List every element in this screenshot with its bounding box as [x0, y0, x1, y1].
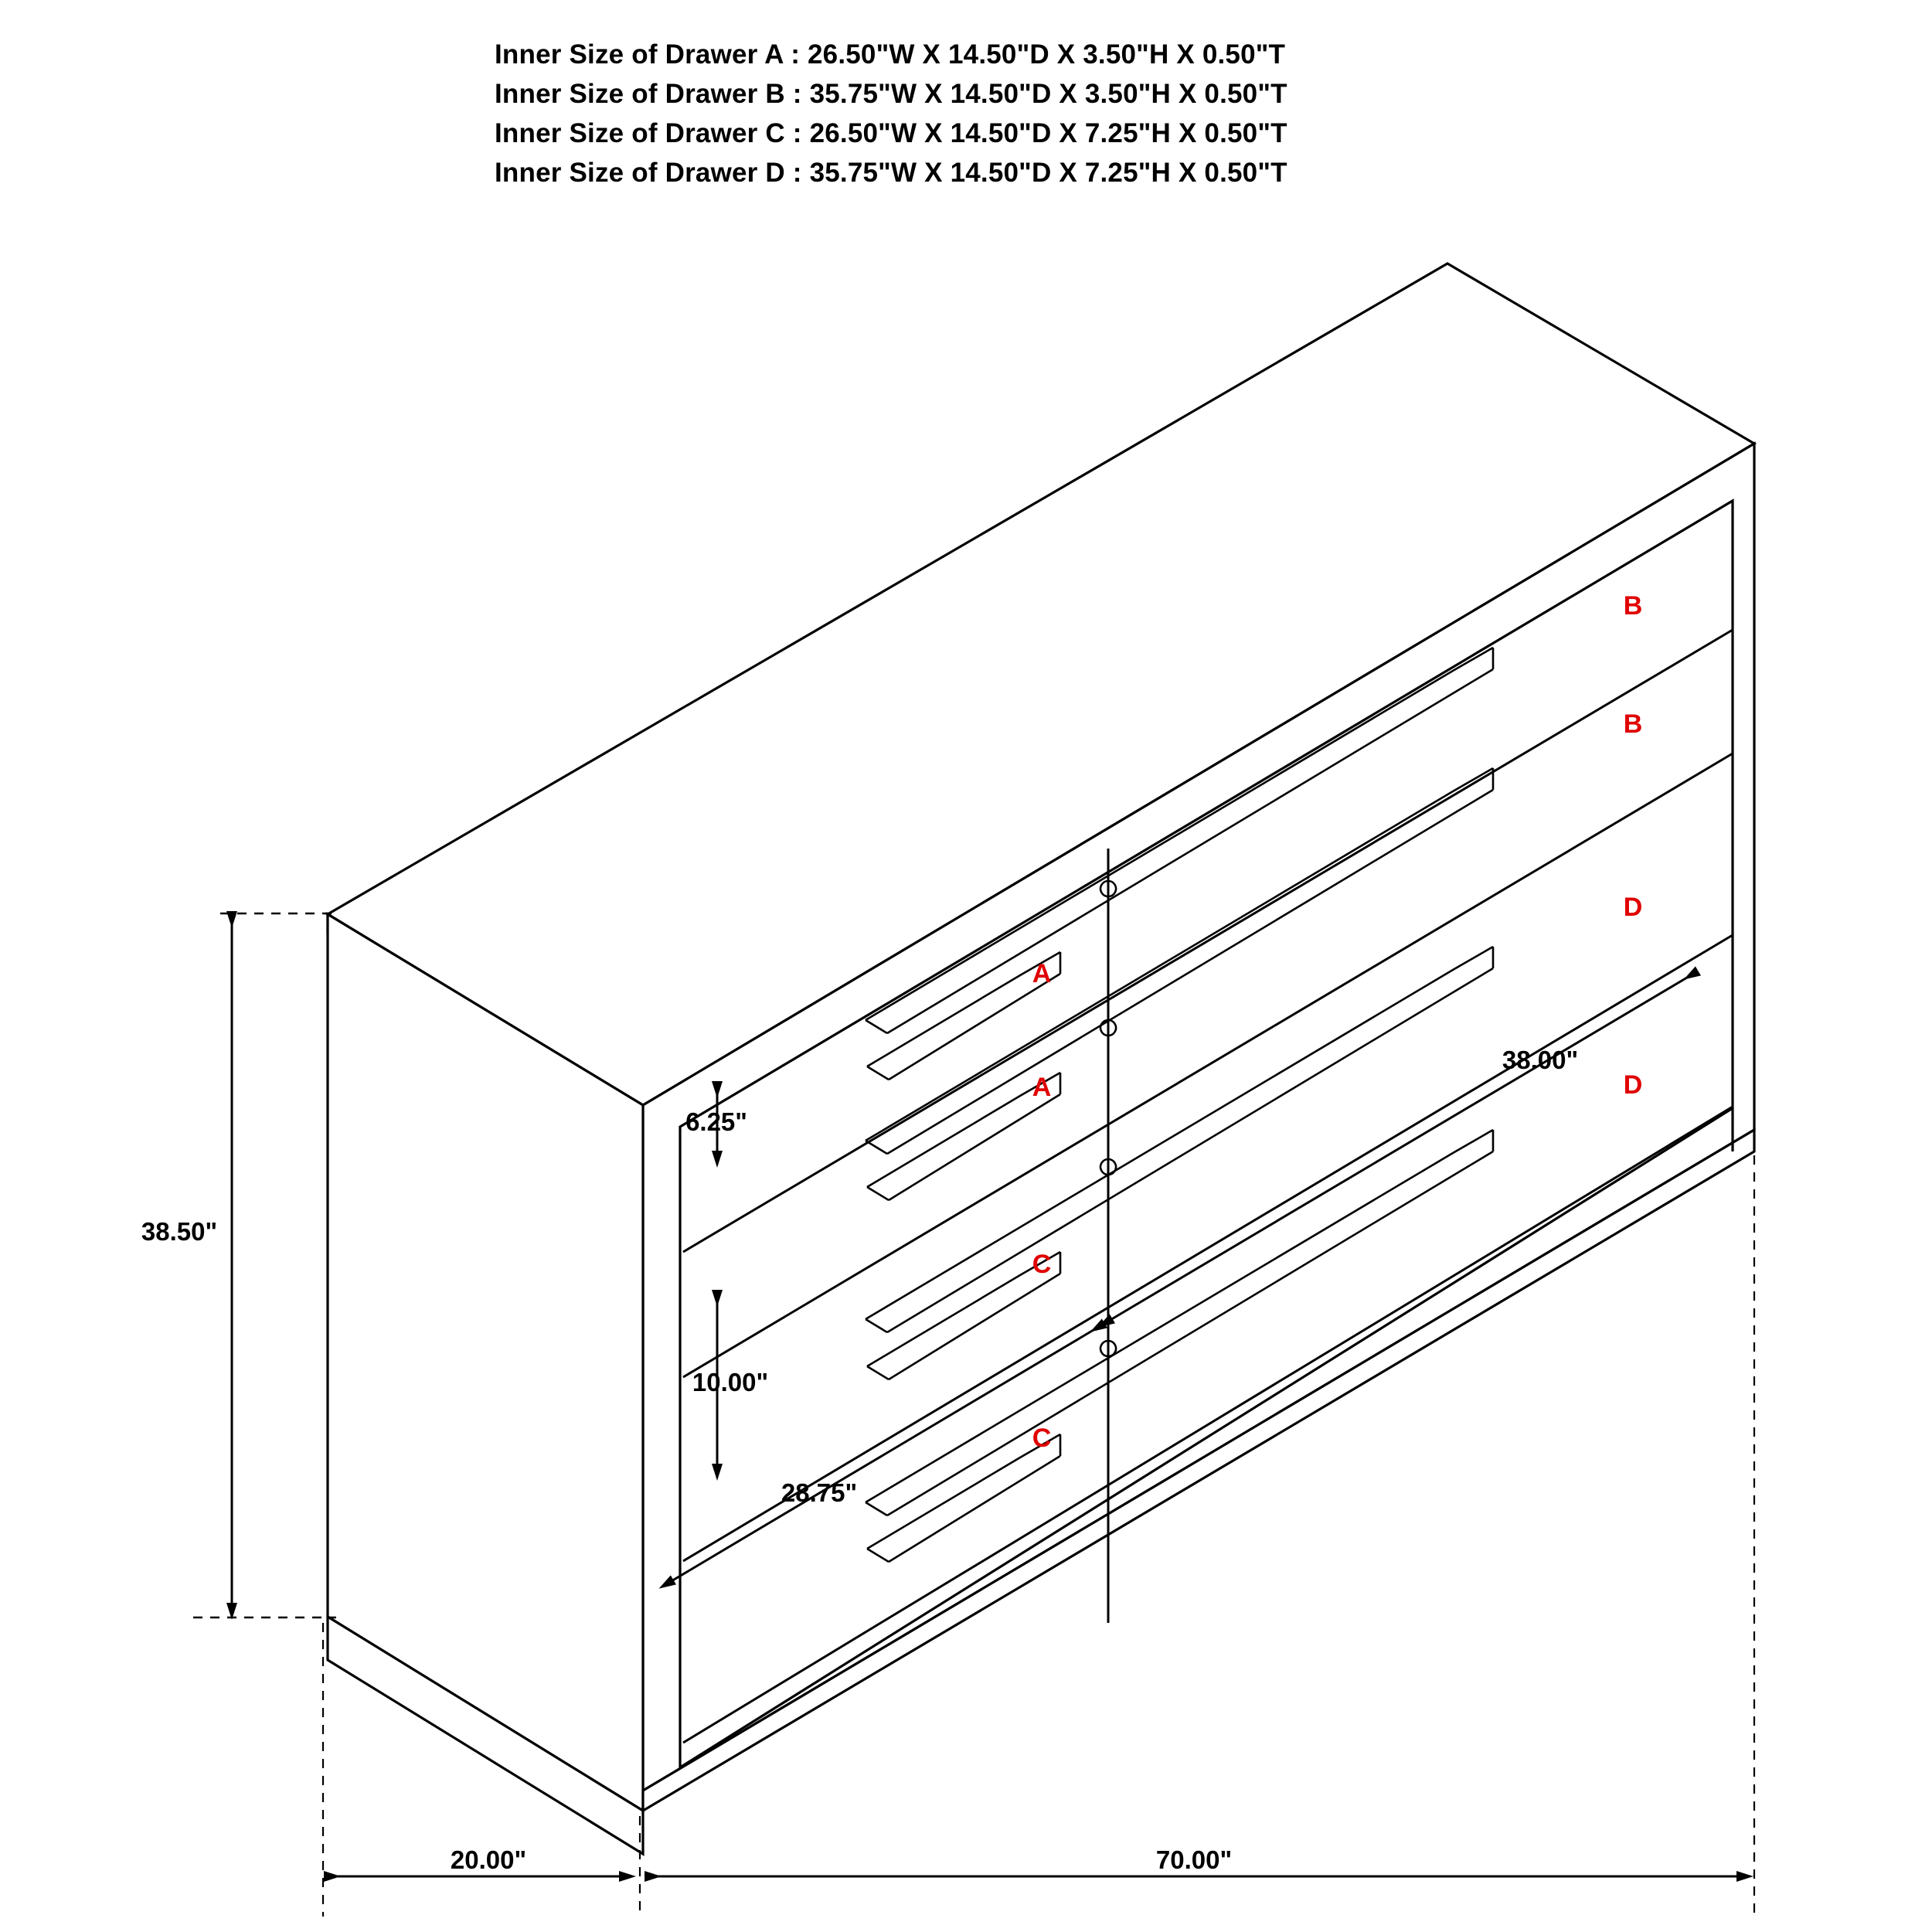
- dimension-height-38-50: [141, 913, 336, 1617]
- drawer-label-d1: D: [1623, 893, 1643, 922]
- dimension-label-depth: 20.00": [450, 1845, 527, 1874]
- dimension-label-width: 70.00": [1155, 1845, 1233, 1874]
- drawer-label-a2: A: [1032, 1073, 1052, 1102]
- dimension-label-6-25: 6.25": [685, 1107, 747, 1136]
- spec-line-drawer-c: Inner Size of Drawer C : 26.50"W X 14.50"D X 7.25"H X 0.50"T: [495, 118, 1287, 148]
- spec-line-drawer-b: Inner Size of Drawer B : 35.75"W X 14.50"D X 3.50"H X 0.50"T: [495, 79, 1287, 109]
- dimension-label-28-75: 28.75": [781, 1478, 858, 1507]
- dimension-label-10-00: 10.00": [692, 1368, 769, 1396]
- drawer-label-b2: B: [1623, 709, 1643, 739]
- dimension-label-height: 38.50": [141, 1217, 218, 1246]
- drawer-label-a1: A: [1032, 959, 1052, 988]
- spec-line-drawer-d: Inner Size of Drawer D : 35.75"W X 14.50"D X 7.25"H X 0.50"T: [495, 158, 1287, 188]
- spec-line-drawer-a: Inner Size of Drawer A : 26.50"W X 14.50"D X 3.50"H X 0.50"T: [495, 39, 1286, 70]
- drawer-label-c2: C: [1032, 1423, 1052, 1453]
- drawer-label-b1: B: [1623, 591, 1643, 621]
- drawer-label-d2: D: [1623, 1070, 1643, 1100]
- drawer-label-c1: C: [1032, 1250, 1052, 1279]
- dimension-label-38-00: 38.00": [1502, 1046, 1579, 1074]
